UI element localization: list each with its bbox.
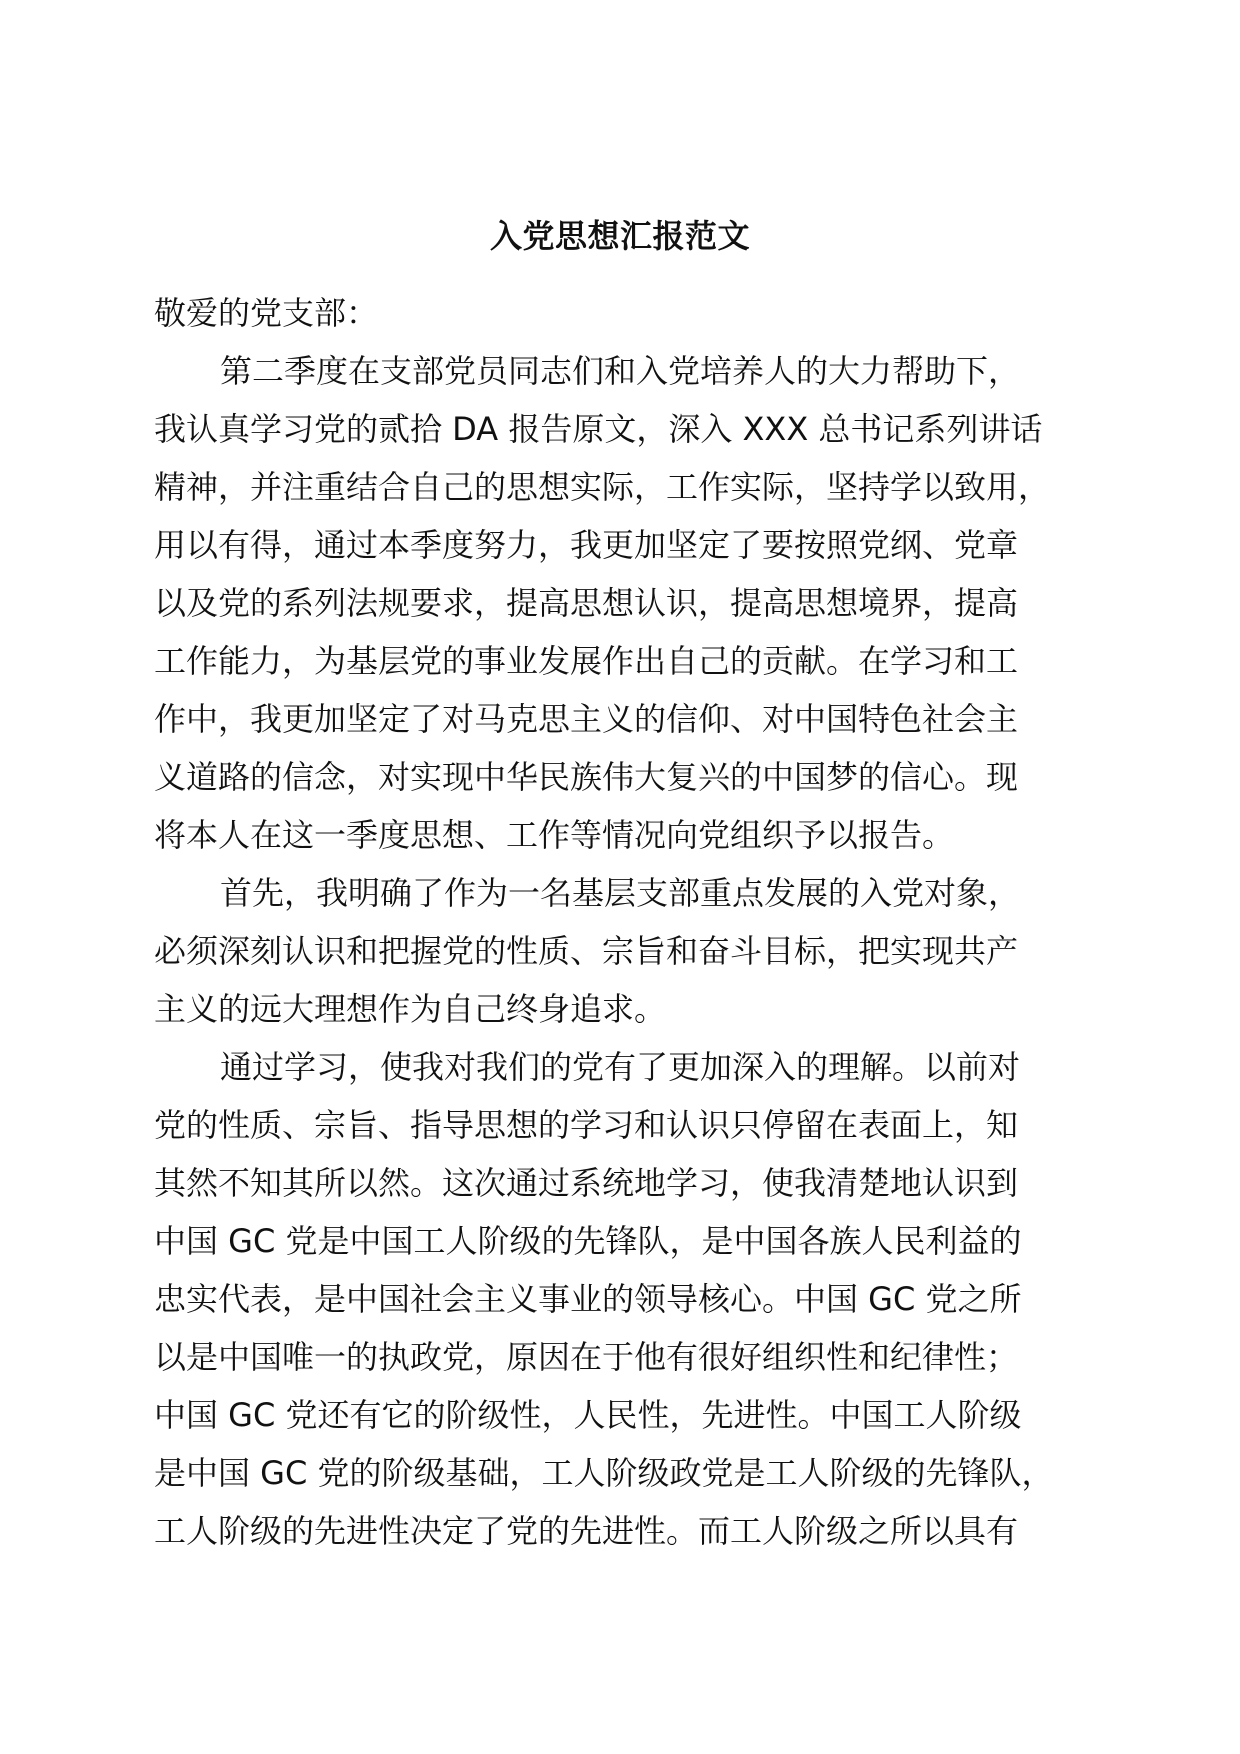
paragraph-3-line-8: 是中国 GC 党的阶级基础，工人阶级政党是工人阶级的先锋队， (154, 1454, 1054, 1492)
paragraph-2-line-2: 必须深刻认识和把握党的性质、宗旨和奋斗目标，把实现共产 (154, 932, 1019, 970)
paragraph-1-line-1: 第二季度在支部党员同志们和入党培养人的大力帮助下， (220, 352, 1021, 390)
paragraph-3-line-2: 党的性质、宗旨、指导思想的学习和认识只停留在表面上，知 (154, 1106, 1019, 1144)
paragraph-3-line-7: 中国 GC 党还有它的阶级性，人民性，先进性。中国工人阶级 (154, 1396, 1022, 1434)
document-title: 入党思想汇报范文 (489, 217, 750, 255)
paragraph-1-line-4: 用以有得，通过本季度努力，我更加坚定了要按照党纲、党章 (154, 526, 1019, 564)
paragraph-1-line-2: 我认真学习党的贰拾 DA 报告原文，深入 XXX 总书记系列讲话 (154, 410, 1043, 448)
paragraph-1-line-5: 以及党的系列法规要求，提高思想认识，提高思想境界，提高 (154, 584, 1019, 622)
paragraph-3-line-9: 工人阶级的先进性决定了党的先进性。而工人阶级之所以具有 (154, 1512, 1019, 1550)
paragraph-2-line-3: 主义的远大理想作为自己终身追求。 (154, 990, 667, 1028)
paragraph-1-line-9: 将本人在这一季度思想、工作等情况向党组织予以报告。 (154, 816, 955, 854)
paragraph-3-line-6: 以是中国唯一的执政党，原因在于他有很好组织性和纪律性； (154, 1338, 1019, 1376)
paragraph-3-line-4: 中国 GC 党是中国工人阶级的先锋队，是中国各族人民利益的 (154, 1222, 1022, 1260)
paragraph-1-line-8: 义道路的信念，对实现中华民族伟大复兴的中国梦的信心。现 (154, 758, 1019, 796)
paragraph-1-line-6: 工作能力，为基层党的事业发展作出自己的贡献。在学习和工 (154, 642, 1019, 680)
paragraph-1-line-3: 精神，并注重结合自己的思想实际，工作实际，坚持学以致用， (154, 468, 1051, 506)
paragraph-3-line-3: 其然不知其所以然。这次通过系统地学习，使我清楚地认识到 (154, 1164, 1019, 1202)
paragraph-1-line-7: 作中，我更加坚定了对马克思主义的信仰、对中国特色社会主 (154, 700, 1019, 738)
paragraph-2-line-1: 首先，我明确了作为一名基层支部重点发展的入党对象， (220, 874, 1021, 912)
paragraph-3-line-5: 忠实代表，是中国社会主义事业的领导核心。中国 GC 党之所 (154, 1280, 1022, 1318)
paragraph-3-line-1: 通过学习，使我对我们的党有了更加深入的理解。以前对 (220, 1048, 1021, 1086)
salutation: 敬爱的党支部： (154, 294, 379, 332)
